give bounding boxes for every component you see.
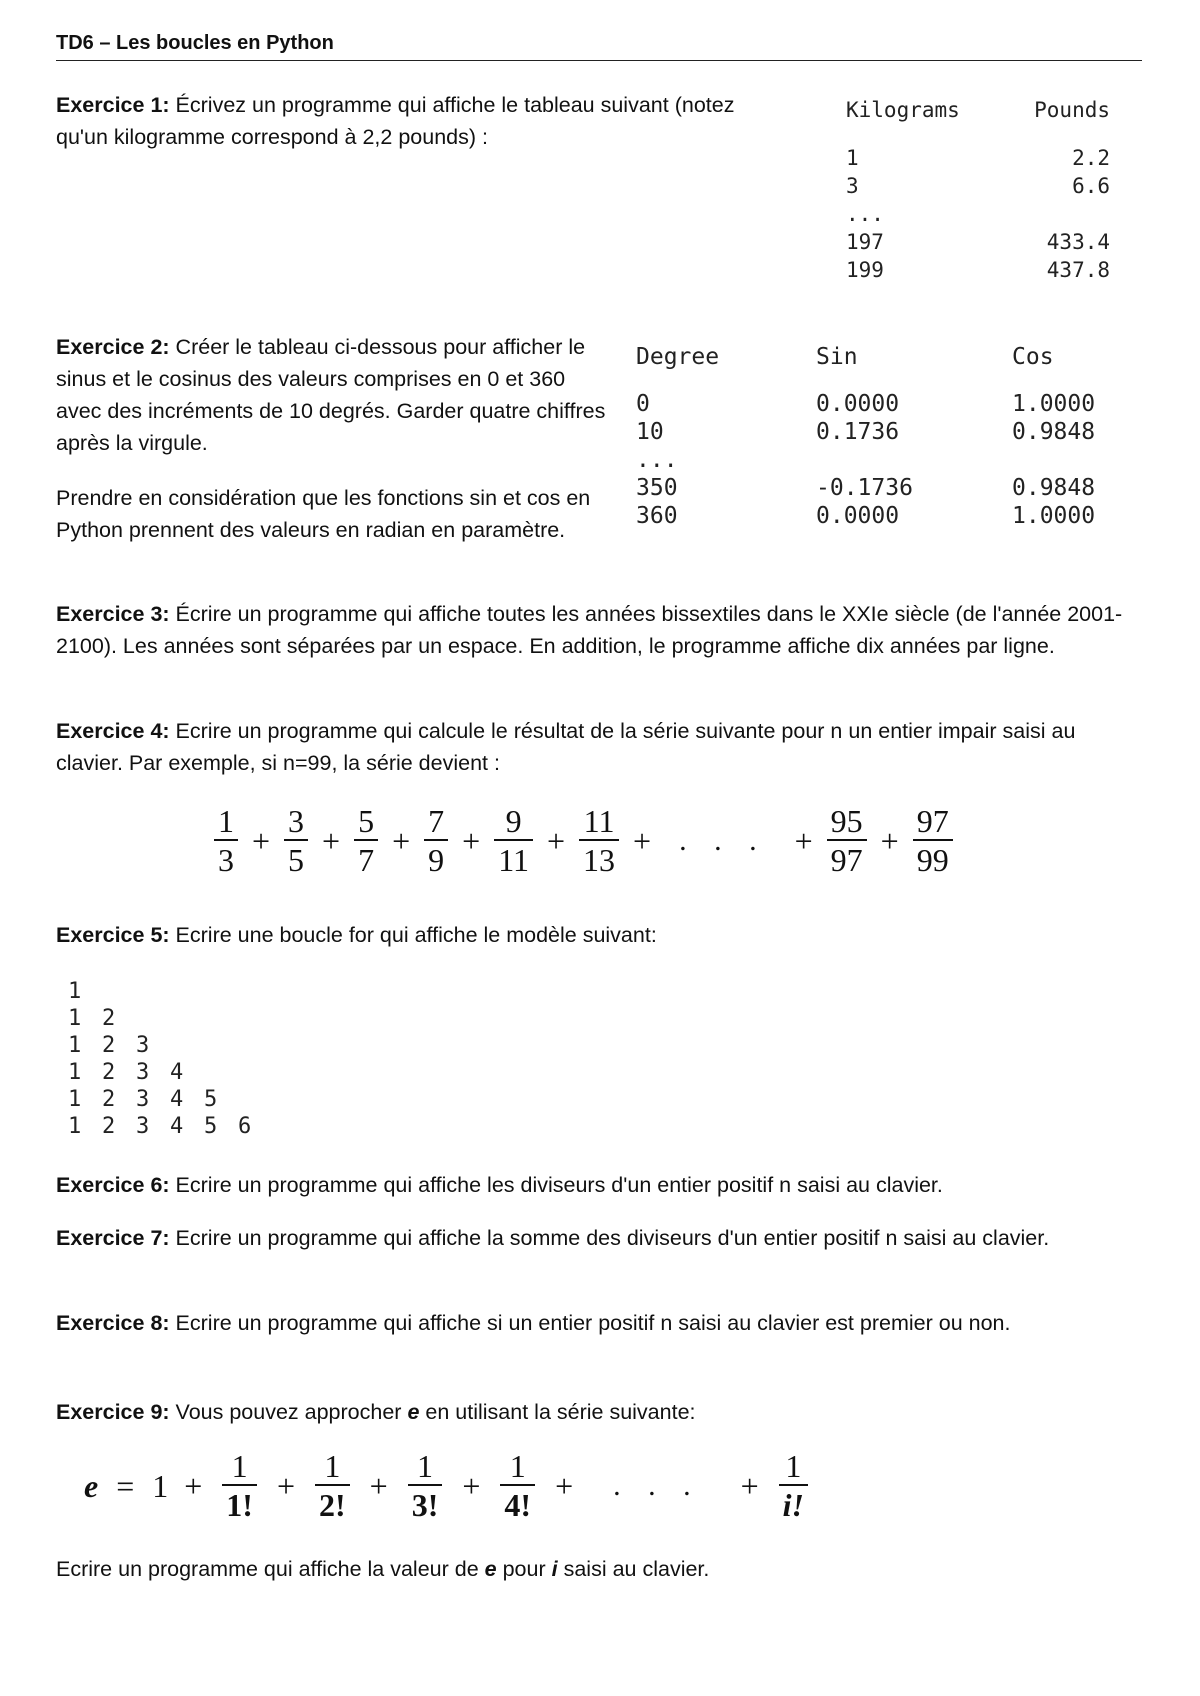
header-title: TD6 – Les boucles en Python [56,32,334,54]
numerator: 7 [428,803,445,839]
sin-cell [816,446,1012,474]
numerator: 1 [509,1448,526,1484]
exercise-8-label: Exercice 8: [56,1311,170,1335]
denominator: 99 [916,842,949,878]
kg-row [846,200,1110,228]
pattern-number: 3 [136,1060,150,1085]
pattern-number: 3 [136,1114,150,1139]
instruction-text-a: Ecrire un programme qui affiche la valeur de [56,1557,479,1581]
pattern-number: 1 [68,1114,82,1139]
numerator: 95 [830,803,863,839]
fraction [913,803,953,879]
cos-cell: 0.9848 [1012,419,1096,445]
pounds-cell: 6.6 [1072,174,1110,198]
fraction [779,1448,808,1524]
kg-cell: 197 [846,230,884,254]
denominator: 97 [830,842,863,878]
trig-row [636,502,1122,530]
pattern-number: 2 [102,1114,116,1139]
pattern-number: 1 [68,979,82,1004]
fraction [214,803,238,879]
pattern-row [68,1032,272,1059]
kg-cell: 1 [846,146,859,170]
exercise-9-instruction [56,1553,1146,1585]
number-pattern [68,978,272,1140]
e-symbol: e [407,1400,420,1424]
cos-header: Cos [1012,344,1054,370]
degree-cell: 10 [636,419,664,445]
exercise-9-text-before: Vous pouvez approcher [175,1400,402,1424]
denominator: 1! [226,1487,253,1523]
pattern-number: 4 [170,1087,184,1112]
kg-cell: ... [846,202,884,226]
fraction [408,1448,443,1524]
fraction [424,803,448,879]
exercise-6-text: Ecrire un programme qui affiche les diviseurs d'un entier positif n saisi au clavier. [175,1173,943,1197]
pattern-number: 3 [136,1033,150,1058]
exercise-4-text: Ecrire un programme qui calcule le résultat de la série suivante pour n un entier impair saisi au clavier. Par exemple, si n=99, la série devient : [56,719,1076,775]
sin-cell: 0.0000 [816,503,900,529]
denominator: 3! [411,1487,439,1523]
cos-cell: 1.0000 [1012,391,1096,417]
degree-cell: 0 [636,391,650,417]
pounds-cell: 2.2 [1072,146,1110,170]
instruction-text-c: saisi au clavier. [563,1557,710,1581]
pounds-header: Pounds [1034,98,1110,122]
kilograms-table [846,92,1110,284]
exercise-7-label: Exercice 7: [56,1226,170,1250]
e-symbol: e [484,1557,497,1581]
degree-cell: 360 [636,503,678,529]
numerator: 11 [583,803,615,839]
cos-cell [1012,446,1122,474]
numerator: 3 [288,803,305,839]
denominator: 3 [218,842,234,878]
pattern-number: 1 [68,1087,82,1112]
pattern-number: 3 [136,1087,150,1112]
denominator: 9 [428,842,445,878]
pattern-row [68,1059,272,1086]
series-ellipsis: . . . [679,824,767,857]
pounds-cell: 433.4 [1046,230,1110,254]
e-lhs: e [84,1467,99,1504]
series-ellipsis: . . . [613,1469,701,1502]
sin-cell: 0.0000 [816,391,900,417]
trig-row [636,390,1122,418]
trig-row [636,474,1122,502]
pattern-row [68,1113,272,1140]
pattern-number: 2 [102,1087,116,1112]
numerator: 5 [358,803,375,839]
trig-row [636,446,1122,474]
fraction [222,1448,257,1524]
pattern-number: 6 [238,1114,252,1139]
exercise-1 [56,89,756,153]
denominator: 2! [319,1487,346,1523]
exercise-5 [56,919,1146,951]
pattern-number: 2 [102,1033,116,1058]
exercise-1-label: Exercice 1: [56,93,170,117]
sin-cell: -0.1736 [816,475,913,501]
i-symbol: i [551,1557,558,1581]
numerator: 1 [324,1448,341,1484]
numerator: 97 [916,803,949,839]
exercise-1-text: Écrivez un programme qui affiche le tableau suivant (notez qu'un kilogramme correspond à 2,2 pounds) : [56,93,735,149]
exercise-8-text: Ecrire un programme qui affiche si un entier positif n saisi au clavier est premier ou non. [175,1311,1011,1335]
denominator: 11 [498,842,529,878]
pattern-row [68,1086,272,1113]
sin-cos-table [636,338,1122,530]
pounds-cell: 437.8 [1046,258,1110,282]
exercise-8 [56,1307,1146,1339]
fraction [827,803,867,879]
exercise-7-text: Ecrire un programme qui affiche la somme des diviseurs d'un entier positif n saisi au clavier. [175,1226,1050,1250]
sin-cell: 0.1736 [816,419,900,445]
fraction [284,803,308,879]
exercise-2-label: Exercice 2: [56,335,170,359]
first-term: 1 [152,1467,169,1504]
numerator: 1 [417,1448,434,1484]
degree-cell: 350 [636,475,678,501]
pattern-row [68,978,272,1005]
sin-header: Sin [816,344,858,370]
fraction [494,803,533,879]
numerator: 1 [785,1448,802,1484]
kg-row [846,228,1110,256]
denominator: 7 [358,842,375,878]
exercise-7 [56,1222,1146,1254]
exercise-4 [56,715,1146,779]
cos-cell: 0.9848 [1012,475,1096,501]
pattern-row [68,1005,272,1032]
denominator: 4! [504,1487,532,1523]
page-header [56,30,1142,61]
exercise-2-note: Prendre en considération que les fonctions sin et cos en Python prennent des valeurs en radian en paramètre. [56,486,591,542]
exercise-3-text: Écrire un programme qui affiche toutes les années bissextiles dans le XXIe siècle (de l'année 2001-2100). Les années sont séparées par un espace. En addition, le programme affiche dix années par ligne. [56,602,1123,658]
exercise-6 [56,1169,1146,1201]
degree-header: Degree [636,344,720,370]
trig-row [636,418,1122,446]
exercise-9-label: Exercice 9: [56,1400,170,1424]
pattern-number: 4 [170,1060,184,1085]
cos-cell: 1.0000 [1012,503,1096,529]
exercise-4-label: Exercice 4: [56,719,170,743]
kg-cell: 3 [846,174,859,198]
e-series-formula: e = 1 + $\frac{1}{1!}$ + $\frac{1}{2!}$ + $\frac{1}{3!}$ + $\frac{1}{4!}$ + . . . + $\frac{1}{i!}$ [84,1448,812,1524]
exercise-6-label: Exercice 6: [56,1173,170,1197]
pattern-number: 2 [102,1006,116,1031]
denominator: 5 [288,842,305,878]
exercise-2-text: Créer le tableau ci-dessous pour afficher le sinus et le cosinus des valeurs comprises en 0 et 360 avec des incréments de 10 degrés. Garder quatre chiffres après la virgule. [56,335,606,455]
pattern-number: 4 [170,1114,184,1139]
instruction-text-b: pour [502,1557,546,1581]
kg-row [846,256,1110,284]
numerator: 9 [505,803,522,839]
pattern-number: 2 [102,1060,116,1085]
kg-header: Kilograms [846,98,960,122]
pattern-number: 1 [68,1006,82,1031]
numerator: 1 [231,1448,248,1484]
pounds-cell [996,200,1110,228]
kg-cell: 199 [846,258,884,282]
pattern-number: 1 [68,1060,82,1085]
denominator: i! [782,1487,804,1523]
pattern-number: 1 [68,1033,82,1058]
exercise-3-label: Exercice 3: [56,602,170,626]
kg-row [846,172,1110,200]
equals-sign: = [116,1467,135,1504]
denominator: 13 [583,842,616,878]
degree-cell: ... [636,447,678,473]
exercise-5-label: Exercice 5: [56,923,170,947]
fraction [354,803,378,879]
fraction [579,803,619,879]
kg-row [846,144,1110,172]
exercise-9-text-after: en utilisant la série suivante: [425,1400,696,1424]
numerator: 1 [218,803,234,839]
exercise-5-text: Ecrire une boucle for qui affiche le modèle suivant: [175,923,657,947]
fraction [315,1448,350,1524]
exercise-2 [56,331,606,459]
exercise-3 [56,598,1146,662]
pattern-number: 5 [204,1114,218,1139]
pattern-number: 5 [204,1087,218,1112]
odd-fraction-series: $\frac{1}{3}$ + $\frac{3}{5}$ + $\frac{5}{7}$ + $\frac{7}{9}$ + $\frac{9}{11}$ + $\frac{11}{13}$ + . . . + $\frac{95}{97}$ + $\frac{97}{99}$ [210,803,957,879]
fraction [500,1448,535,1524]
exercise-9 [56,1396,1146,1428]
